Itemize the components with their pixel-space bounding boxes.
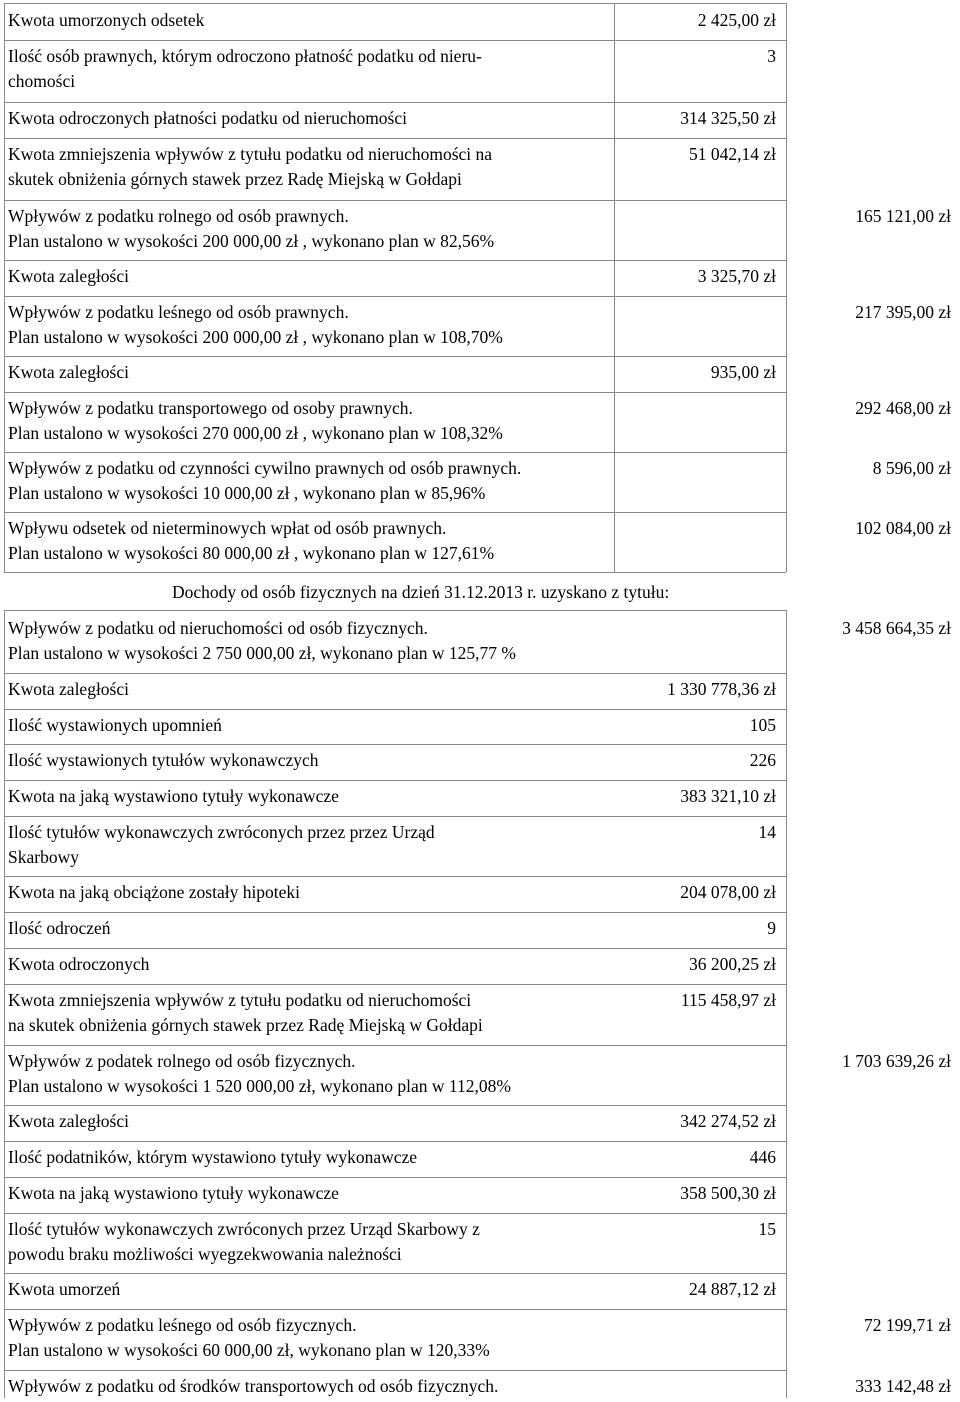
row-label: Ilość podatników, którym wystawiono tytuły wykonawcze xyxy=(8,1147,418,1167)
row-label: Plan ustalono w wysokości 2 750 000,00 zł, wykonano plan w 125,77 % xyxy=(8,643,516,663)
rule-line xyxy=(4,452,786,453)
row-amount: 105 xyxy=(749,715,776,735)
row-amount: 3 325,70 zł xyxy=(697,266,776,286)
row-label: Ilość wystawionych tytułów wykonawczych xyxy=(8,750,319,770)
rule-line xyxy=(4,912,786,913)
row-amount: 1 330 778,36 zł xyxy=(667,679,776,699)
row-amount: 14 xyxy=(758,822,776,842)
row-label: Wpływów z podatku od środków transportowych od osób fizycznych. xyxy=(8,1376,499,1396)
row-amount: 204 078,00 zł xyxy=(680,882,776,902)
section-heading: Dochody od osób fizycznych na dzień 31.12.2013 r. uzyskano z tytułu: xyxy=(172,582,670,602)
row-total: 217 395,00 zł xyxy=(855,302,951,322)
rule-line xyxy=(4,3,786,4)
rule-line xyxy=(4,40,786,41)
rule-line xyxy=(4,512,786,513)
row-label: skutek obniżenia górnych stawek przez Radę Miejską w Gołdapi xyxy=(8,169,462,189)
row-total: 333 142,48 zł xyxy=(855,1376,951,1396)
row-label: Wpływów z podatku od czynności cywilno prawnych od osób prawnych. xyxy=(8,458,522,478)
rule-line xyxy=(4,1213,786,1214)
row-label: Kwota zaległości xyxy=(8,362,129,382)
row-amount: 226 xyxy=(749,750,776,770)
rule-line xyxy=(4,102,786,103)
row-amount: 383 321,10 zł xyxy=(680,786,776,806)
row-label: Kwota na jaką obciążone zostały hipoteki xyxy=(8,882,301,902)
row-label: Plan ustalono w wysokości 200 000,00 zł , wykonano plan w 108,70% xyxy=(8,327,503,347)
row-amount: 3 xyxy=(767,46,776,66)
row-label: Kwota odroczonych płatności podatku od nieruchomości xyxy=(8,108,407,128)
row-label: Kwota odroczonych xyxy=(8,954,150,974)
row-label: Kwota zaległości xyxy=(8,679,129,699)
row-label: Kwota na jaką wystawiono tytuły wykonawcze xyxy=(8,786,339,806)
rule-line xyxy=(4,356,786,357)
row-label: Plan ustalono w wysokości 10 000,00 zł , wykonano plan w 85,96% xyxy=(8,483,486,503)
row-label: Wpływu odsetek od nieterminowych wpłat od osób prawnych. xyxy=(8,518,447,538)
row-label: Kwota zmniejszenia wpływów z tytułu podatku od nieruchomości na xyxy=(8,144,493,164)
row-label: Wpływów z podatek rolnego od osób fizycznych. xyxy=(8,1051,356,1071)
row-amount: 51 042,14 zł xyxy=(688,144,776,164)
rule-line xyxy=(4,572,786,573)
rule-line xyxy=(4,816,786,817)
row-total: 3 458 664,35 zł xyxy=(842,618,951,638)
row-label: Plan ustalono w wysokości 60 000,00 zł, wykonano plan w 120,33% xyxy=(8,1340,490,1360)
rule-line xyxy=(4,1370,786,1371)
rule-line xyxy=(4,673,786,674)
rule-line xyxy=(4,610,5,1398)
row-label: Ilość wystawionych upomnień xyxy=(8,715,222,735)
row-amount: 115 458,97 zł xyxy=(680,990,776,1010)
row-label: Kwota umorzonych odsetek xyxy=(8,10,205,30)
row-total: 8 596,00 zł xyxy=(872,458,951,478)
rule-line xyxy=(4,1309,786,1310)
rule-line xyxy=(4,780,786,781)
rule-line xyxy=(4,200,786,201)
row-amount: 314 325,50 zł xyxy=(680,108,776,128)
row-total: 292 468,00 zł xyxy=(855,398,951,418)
row-label: na skutek obniżenia górnych stawek przez Radę Miejską w Gołdapi xyxy=(8,1015,483,1035)
row-label: chomości xyxy=(8,71,76,91)
row-label: Kwota umorzeń xyxy=(8,1279,121,1299)
rule-line xyxy=(4,138,786,139)
rule-line xyxy=(4,1273,786,1274)
rule-line xyxy=(4,296,786,297)
row-amount: 358 500,30 zł xyxy=(680,1183,776,1203)
row-label: Plan ustalono w wysokości 1 520 000,00 zł, wykonano plan w 112,08% xyxy=(8,1076,511,1096)
row-label: Kwota zaległości xyxy=(8,1111,129,1131)
row-amount: 935,00 zł xyxy=(710,362,776,382)
row-label: Wpływów z podatku rolnego od osób prawnych. xyxy=(8,206,349,226)
row-amount: 342 274,52 zł xyxy=(680,1111,776,1131)
row-label: Kwota zmniejszenia wpływów z tytułu podatku od nieruchomości xyxy=(8,990,472,1010)
rule-line xyxy=(4,392,786,393)
row-label: powodu braku możliwości wyegzekwowania należności xyxy=(8,1244,402,1264)
row-label: Ilość tytułów wykonawczych zwróconych przez przez Urząd xyxy=(8,822,435,842)
row-amount: 446 xyxy=(749,1147,776,1167)
row-label: Wpływów z podatku leśnego od osób prawnych. xyxy=(8,302,349,322)
rule-line xyxy=(4,744,786,745)
rule-line xyxy=(4,610,786,611)
row-total: 72 199,71 zł xyxy=(863,1315,951,1335)
row-amount: 15 xyxy=(758,1219,776,1239)
rule-line xyxy=(4,1177,786,1178)
row-label: Ilość tytułów wykonawczych zwróconych przez Urząd Skarbowy z xyxy=(8,1219,480,1239)
row-label: Wpływów z podatku od nieruchomości od osób fizycznych. xyxy=(8,618,428,638)
row-label: Ilość osób prawnych, którym odroczono płatność podatku od nieru- xyxy=(8,46,482,66)
row-total: 1 703 639,26 zł xyxy=(842,1051,951,1071)
rule-line xyxy=(4,984,786,985)
row-label: Wpływów z podatku transportowego od osoby prawnych. xyxy=(8,398,413,418)
rule-line xyxy=(614,3,615,572)
rule-line xyxy=(4,260,786,261)
rule-line xyxy=(4,948,786,949)
row-total: 102 084,00 zł xyxy=(855,518,951,538)
row-amount: 2 425,00 zł xyxy=(697,10,776,30)
row-label: Plan ustalono w wysokości 80 000,00 zł , wykonano plan w 127,61% xyxy=(8,543,495,563)
row-amount: 9 xyxy=(767,918,776,938)
row-label: Plan ustalono w wysokości 200 000,00 zł , wykonano plan w 82,56% xyxy=(8,231,495,251)
row-total: 165 121,00 zł xyxy=(855,206,951,226)
row-amount: 36 200,25 zł xyxy=(688,954,776,974)
row-label: Kwota na jaką wystawiono tytuły wykonawcze xyxy=(8,1183,339,1203)
rule-line xyxy=(786,610,787,1398)
row-label: Skarbowy xyxy=(8,847,79,867)
rule-line xyxy=(4,1141,786,1142)
row-amount: 24 887,12 zł xyxy=(688,1279,776,1299)
row-label: Kwota zaległości xyxy=(8,266,129,286)
row-label: Ilość odroczeń xyxy=(8,918,111,938)
rule-line xyxy=(4,1105,786,1106)
rule-line xyxy=(786,3,787,572)
rule-line xyxy=(4,709,786,710)
rule-line xyxy=(4,876,786,877)
rule-line xyxy=(4,1045,786,1046)
rule-line xyxy=(4,3,5,572)
row-label: Wpływów z podatku leśnego od osób fizycznych. xyxy=(8,1315,357,1335)
row-label: Plan ustalono w wysokości 270 000,00 zł , wykonano plan w 108,32% xyxy=(8,423,503,443)
